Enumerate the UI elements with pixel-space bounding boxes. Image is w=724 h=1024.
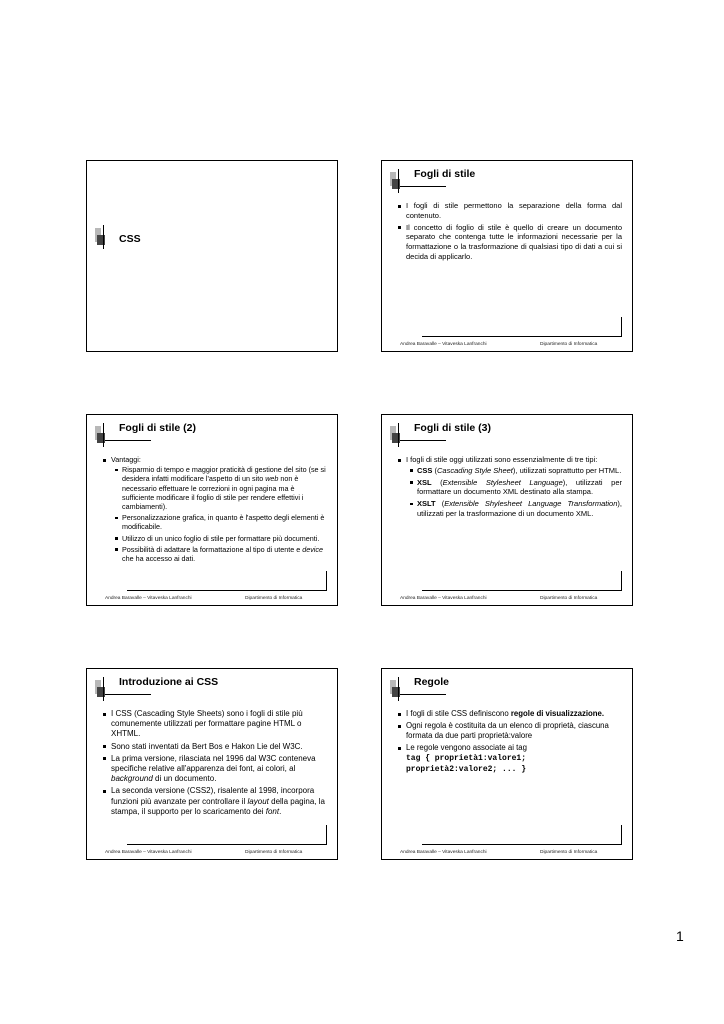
slide-introduzione-ai-css [86, 668, 338, 860]
bullet-item: I fogli di stile CSS definiscono regole di visualizzazione. [396, 709, 622, 719]
sub-bullet-item: Possibilità di adattare la formattazione al tipo di utente e device che ha accesso ai dati. [111, 545, 327, 563]
slide-decoration [390, 169, 406, 189]
slide-fogli-di-stile [381, 160, 633, 352]
sub-bullet-item: XSLT (Extensible Shylesheet Language Transformation), utilizzati per la trasformazione di un documento XML. [406, 499, 622, 519]
slide-content [101, 455, 327, 565]
bullet-item: Ogni regola è costituita da un elenco di proprietà, ciascuna formata da due parti proprietà:valore [396, 721, 622, 741]
code-line: proprietà2:valore2; ... } [406, 765, 527, 774]
slide-fogli-di-stile-3 [381, 414, 633, 606]
footer-authors: Andrea Baravalle – Vitaveska Lanfranchi [105, 850, 192, 855]
bullet-item: Il concetto di foglio di stile è quello di creare un documento separato che contenga tutte le informazioni necessarie per la formattazione o la trasformazione di qualsiasi tipo di dati a cui si decida di applicarlo. [396, 223, 622, 262]
sub-bullet-item: Utilizzo di un unico foglio di stile per formattare più documenti. [111, 534, 327, 543]
footer-department: Dipartimento di Informatica [245, 850, 303, 855]
footer-department: Dipartimento di Informatica [245, 596, 303, 601]
slide-content [101, 709, 327, 819]
slide-title: Fogli di stile (2) [119, 422, 197, 434]
footer-department: Dipartimento di Informatica [540, 596, 598, 601]
slide-title: Regole [414, 676, 450, 688]
slide-title: CSS [119, 233, 141, 245]
slide-fogli-di-stile-2 [86, 414, 338, 606]
footer-department: Dipartimento di Informatica [540, 342, 598, 347]
footer-authors: Andrea Baravalle – Vitaveska Lanfranchi [105, 596, 192, 601]
sub-bullet-item: CSS (Cascading Style Sheet), utilizzati soprattutto per HTML. [406, 466, 622, 476]
bullet-item: Le regole vengono associate ai tag tag { proprietà1:valore1; proprietà2:valore2; ... } [396, 743, 622, 775]
bullet-item: Vantaggi: Risparmio di tempo e maggior praticità di gestione del sito (se si desidera infatti modificare l'aspetto di un sito web non è necessario effettuare le correzioni in ogni pagina ma è sufficiente modificare il foglio di stile per rendere effettivi i cambiamenti). Personalizzazione grafica, in quanto è l'aspetto degli elementi è modificabile. Utilizzo di un unico foglio di stile per formattare più documenti. Possibilità di adattare la formattazione al tipo di utente e device che ha accesso ai dati. [101, 455, 327, 563]
bullet-item: I fogli di stile permettono la separazione della forma dal contenuto. [396, 201, 622, 221]
bullet-item: La seconda versione (CSS2), risalente al 1998, incorpora funzioni più avanzate per controllare il layout della pagina, la stampa, il supporto per lo scaricamento dei font. [101, 786, 327, 817]
bullet-item: I fogli di stile oggi utilizzati sono essenzialmente di tre tipi: CSS (Cascading Style Sheet), utilizzati soprattutto per HTML. XSL (Extensible Stylesheet Language), utilizzati per formattare un documento XML destinato alla stampa. XSLT (Extensible Shylesheet Language Transformation), utilizzati per la trasformazione di un documento XML. [396, 455, 622, 519]
bullet-item: I CSS (Cascading Style Sheets) sono i fogli di stile più comunemente utilizzati per formattare pagine HTML o XHTML. [101, 709, 327, 740]
slide-decoration [95, 423, 111, 443]
page-number: 1 [676, 928, 684, 944]
footer-authors: Andrea Baravalle – Vitaveska Lanfranchi [400, 342, 487, 347]
slide-title: Fogli di stile (3) [414, 422, 492, 434]
footer-authors: Andrea Baravalle – Vitaveska Lanfranchi [400, 596, 487, 601]
slide-title: Introduzione ai CSS [119, 676, 219, 688]
slide-decoration [95, 677, 111, 697]
bullet-item: La prima versione, rilasciata nel 1996 dal W3C conteneva specifiche relative all'apparenza dei font, ai colori, al background di un documento. [101, 754, 327, 785]
sub-bullet-item: Risparmio di tempo e maggior praticità di gestione del sito (se si desidera infatti modificare l'aspetto di un sito web non è necessario effettuare le correzioni in ogni pagina ma è sufficiente modificare il foglio di stile per rendere effettivi i cambiamenti). [111, 465, 327, 511]
slide-content [396, 709, 622, 777]
sub-bullet-item: Personalizzazione grafica, in quanto è l'aspetto degli elementi è modificabile. [111, 513, 327, 531]
slide-content [396, 201, 622, 264]
slide-content [396, 455, 622, 521]
footer-department: Dipartimento di Informatica [540, 850, 598, 855]
sub-bullet-item: XSL (Extensible Stylesheet Language), utilizzati per formattare un documento XML destinato alla stampa. [406, 478, 622, 498]
footer-authors: Andrea Baravalle – Vitaveska Lanfranchi [400, 850, 487, 855]
bullet-item: Sono stati inventati da Bert Bos e Hakon Lie del W3C. [101, 742, 327, 752]
slide-decoration [95, 225, 111, 245]
code-line: tag { proprietà1:valore1; [406, 754, 527, 763]
slide-decoration [390, 677, 406, 697]
slide-title: Fogli di stile [414, 168, 476, 180]
slide-css-title [86, 160, 338, 352]
slide-regole [381, 668, 633, 860]
slide-decoration [390, 423, 406, 443]
